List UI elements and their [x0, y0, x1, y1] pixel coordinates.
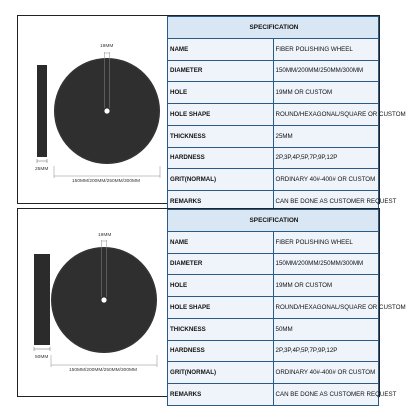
spec-value: 2P,3P,4P,5P,7P,9P,12P	[273, 147, 379, 169]
spec-value: CAN BE DONE AS CUSTOMER REQUEST	[273, 384, 379, 406]
spec-key: GRIT(NORMAL)	[168, 362, 274, 384]
spec-value: FIBER POLISHING WHEEL	[273, 231, 379, 253]
spec-key: THICKNESS	[168, 125, 274, 147]
spec-key: NAME	[168, 38, 274, 60]
table-row	[168, 104, 379, 126]
spec-value: 19MM OR CUSTOM	[273, 275, 379, 297]
spec-key: HOLE	[168, 275, 274, 297]
spec-value: 150MM/200MM/250MM/300MM	[273, 60, 379, 82]
wheel-drawing	[18, 16, 167, 203]
spec-key: DIAMETER	[168, 60, 274, 82]
spec-value: ORDINARY 40#-400# OR CUSTOM	[273, 362, 379, 384]
thickness-label: 50MM	[35, 355, 49, 360]
table-row	[168, 125, 379, 147]
table-row	[168, 384, 379, 406]
spec-value: ROUND/HEXAGONAL/SQUARE OR CUSTOM	[273, 297, 379, 319]
table-row	[168, 60, 379, 82]
spec-value: 50MM	[273, 318, 379, 340]
spec-table	[167, 209, 406, 406]
spec-key: THICKNESS	[168, 318, 274, 340]
spec-table	[167, 16, 406, 213]
spec-key: REMARKS	[168, 384, 274, 406]
product-panel-50mm	[17, 208, 406, 398]
wheel-drawing	[18, 209, 167, 396]
diameter-label: 150MM/200MM/250MM/300MM	[72, 179, 140, 184]
spec-key: DIAMETER	[168, 253, 274, 275]
table-row	[168, 318, 379, 340]
table-row	[168, 253, 379, 275]
spec-value: 19MM OR CUSTOM	[273, 82, 379, 104]
table-row	[168, 38, 379, 60]
diameter-label: 150MM/200MM/250MM/300MM	[69, 368, 137, 373]
table-row	[168, 147, 379, 169]
product-panel-25mm	[17, 15, 406, 205]
spec-key: REMARKS	[168, 191, 274, 213]
wheel-side-view	[37, 65, 47, 157]
spec-value: CAN BE DONE AS CUSTOMER REQUEST	[273, 191, 379, 213]
table-row	[168, 340, 379, 362]
hole-label: 19MM	[98, 233, 112, 238]
spec-value: 2P,3P,4P,5P,7P,9P,12P	[273, 340, 379, 362]
spec-key: HARDNESS	[168, 340, 274, 362]
spec-value: 25MM	[273, 125, 379, 147]
table-row	[168, 169, 379, 191]
spec-key: GRIT(NORMAL)	[168, 169, 274, 191]
spec-key: NAME	[168, 231, 274, 253]
table-row	[168, 231, 379, 253]
wheel-hole	[104, 108, 109, 113]
spec-title: SPECIFICATION	[168, 17, 379, 39]
spec-value: 150MM/200MM/250MM/300MM	[273, 253, 379, 275]
spec-key: HOLE SHAPE	[168, 297, 274, 319]
thickness-label: 25MM	[35, 167, 49, 172]
spec-value: FIBER POLISHING WHEEL	[273, 38, 379, 60]
table-row	[168, 82, 379, 104]
wheel-hole	[101, 297, 106, 302]
table-row	[168, 362, 379, 384]
hole-label: 19MM	[100, 44, 114, 49]
table-row	[168, 275, 379, 297]
spec-value: ORDINARY 40#-400# OR CUSTOM	[273, 169, 379, 191]
spec-key: HOLE SHAPE	[168, 104, 274, 126]
table-row	[168, 297, 379, 319]
spec-key: HOLE	[168, 82, 274, 104]
spec-key: HARDNESS	[168, 147, 274, 169]
spec-title: SPECIFICATION	[168, 210, 379, 232]
spec-value: ROUND/HEXAGONAL/SQUARE OR CUSTOM	[273, 104, 379, 126]
wheel-side-view	[34, 254, 50, 345]
